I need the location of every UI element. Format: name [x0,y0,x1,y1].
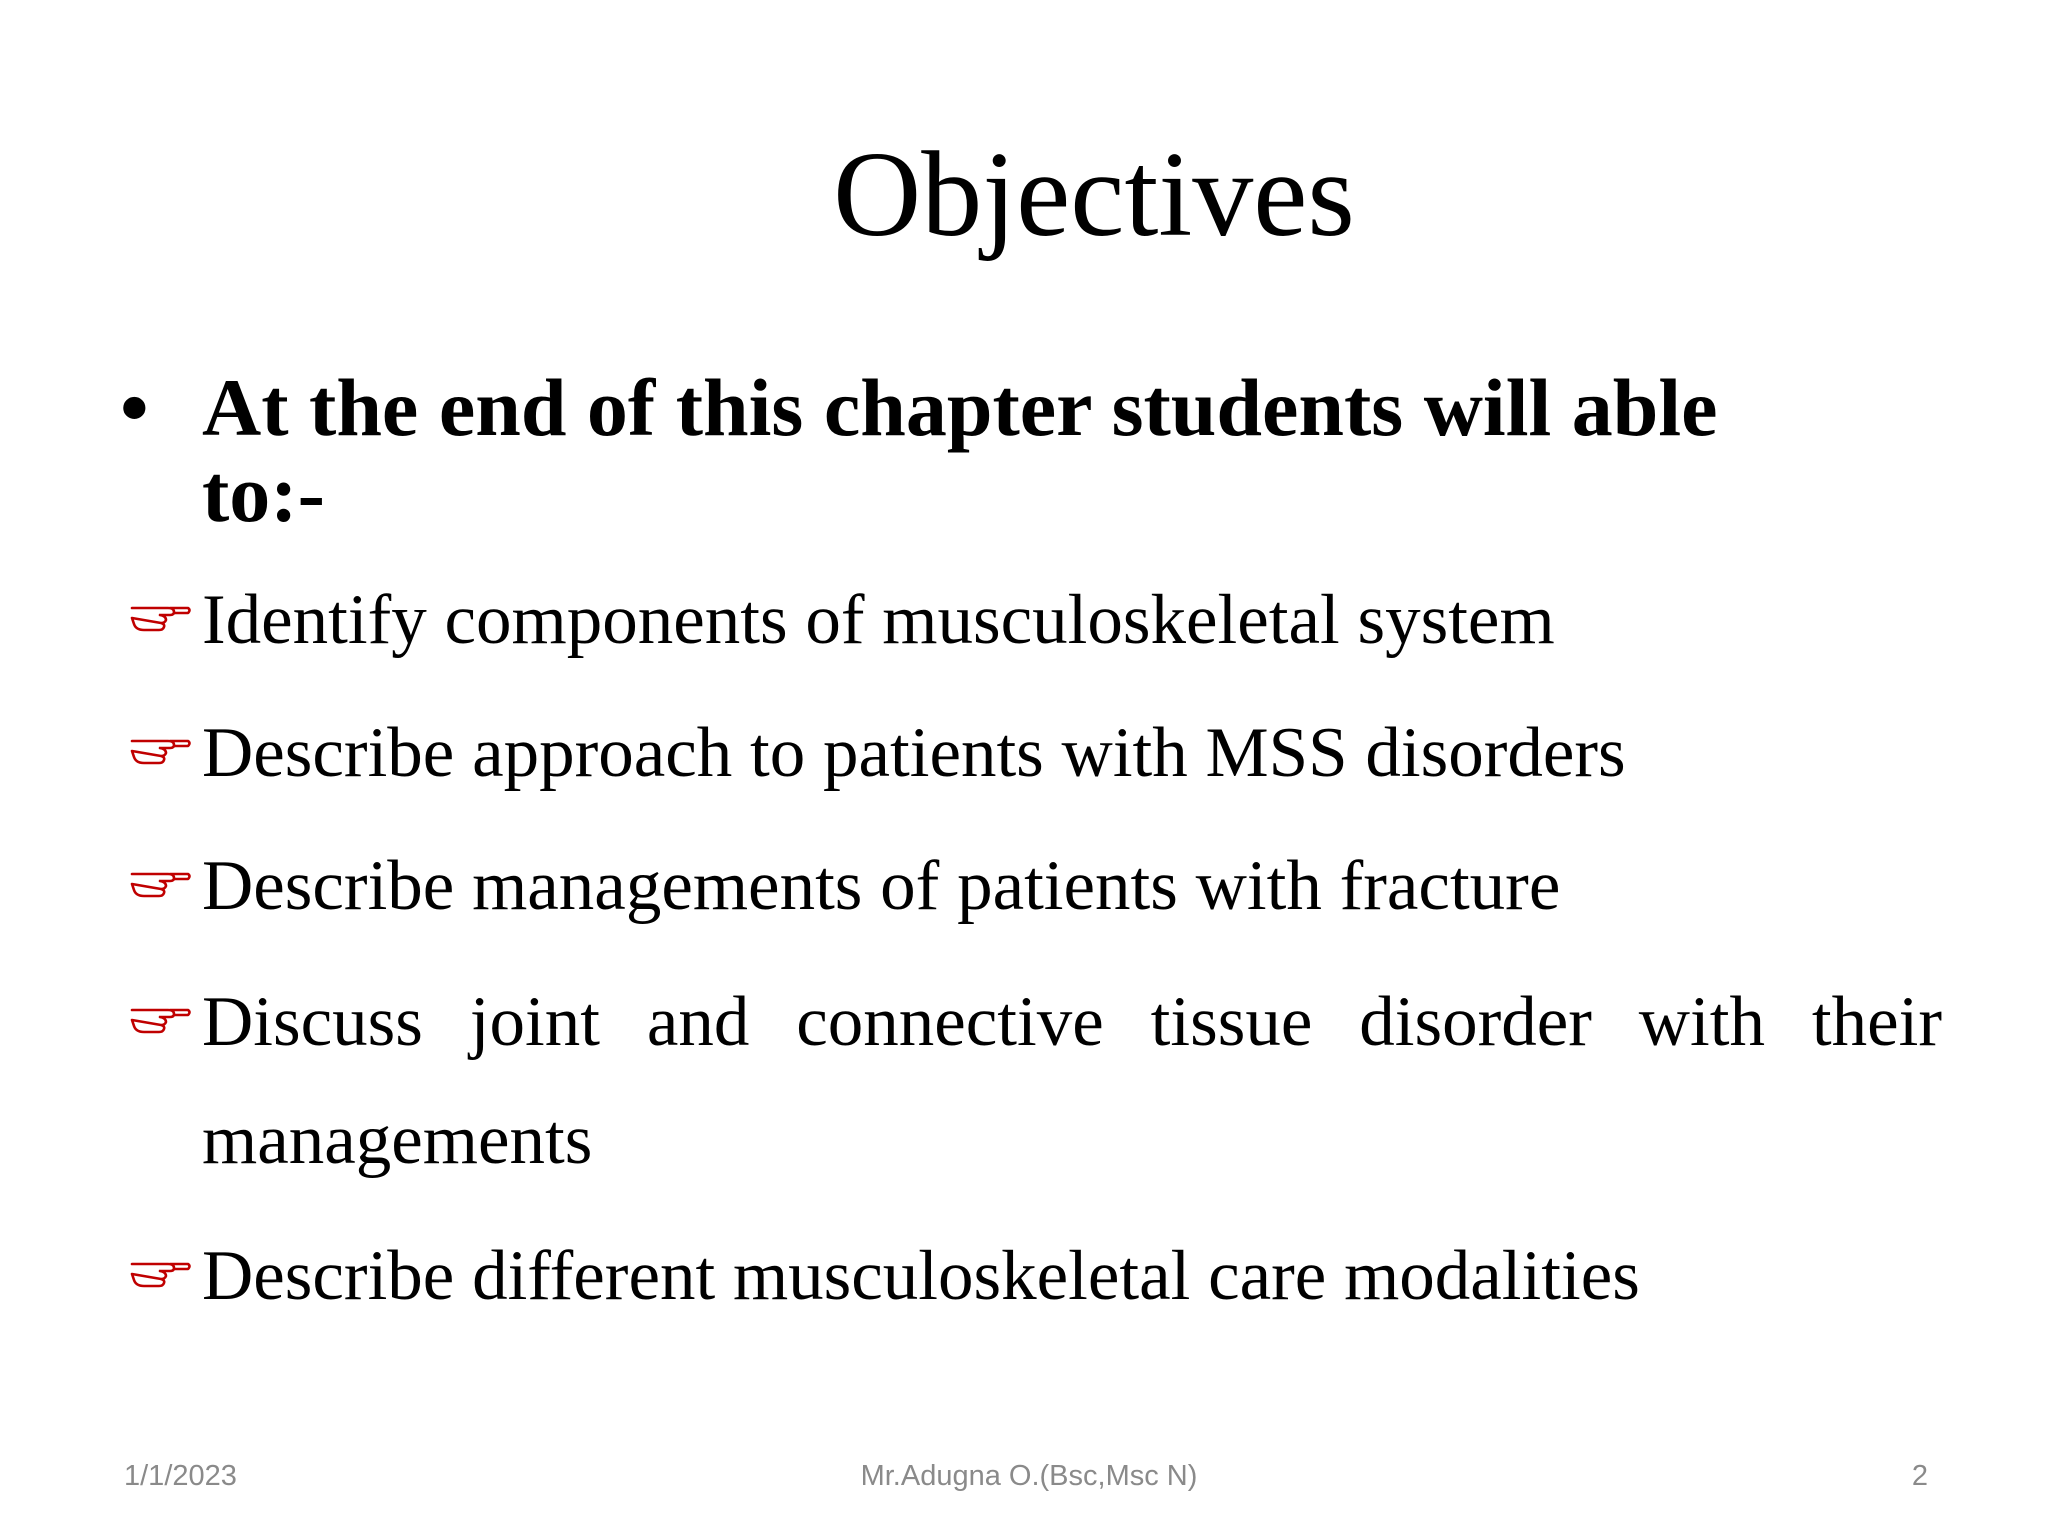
bullet-dot: • [120,362,149,453]
footer-author: Mr.Adugna O.(Bsc,Msc N) [860,1460,1198,1492]
pointing-hand-icon [130,860,192,900]
pointing-hand-icon [130,996,192,1036]
slide-title: Objectives [833,127,1355,262]
objective-text: Describe approach to patients with MSS disorders [202,714,1626,792]
objective-item [130,846,1560,926]
objective-item [130,713,1626,793]
intro-text: At the end of this chapter students will able to:- [202,362,1718,539]
intro-bullet-item [120,362,1840,539]
objective-text: Describe different musculoskeletal care modalities [202,1237,1640,1315]
footer-date: 1/1/2023 [124,1460,237,1492]
objective-item [130,580,1555,660]
pointing-hand-icon [130,1250,192,1290]
objective-item [130,1236,1640,1316]
objective-text: Identify components of musculoskeletal system [202,581,1555,659]
pointing-hand-icon [130,727,192,767]
objective-text: Describe managements of patients with fracture [202,847,1561,925]
objective-item [130,982,1942,1199]
objective-text: Discuss joint and connective tissue disorder with their managements [202,983,1942,1179]
pointing-hand-icon [130,594,192,634]
slide-number: 2 [1911,1460,1928,1492]
